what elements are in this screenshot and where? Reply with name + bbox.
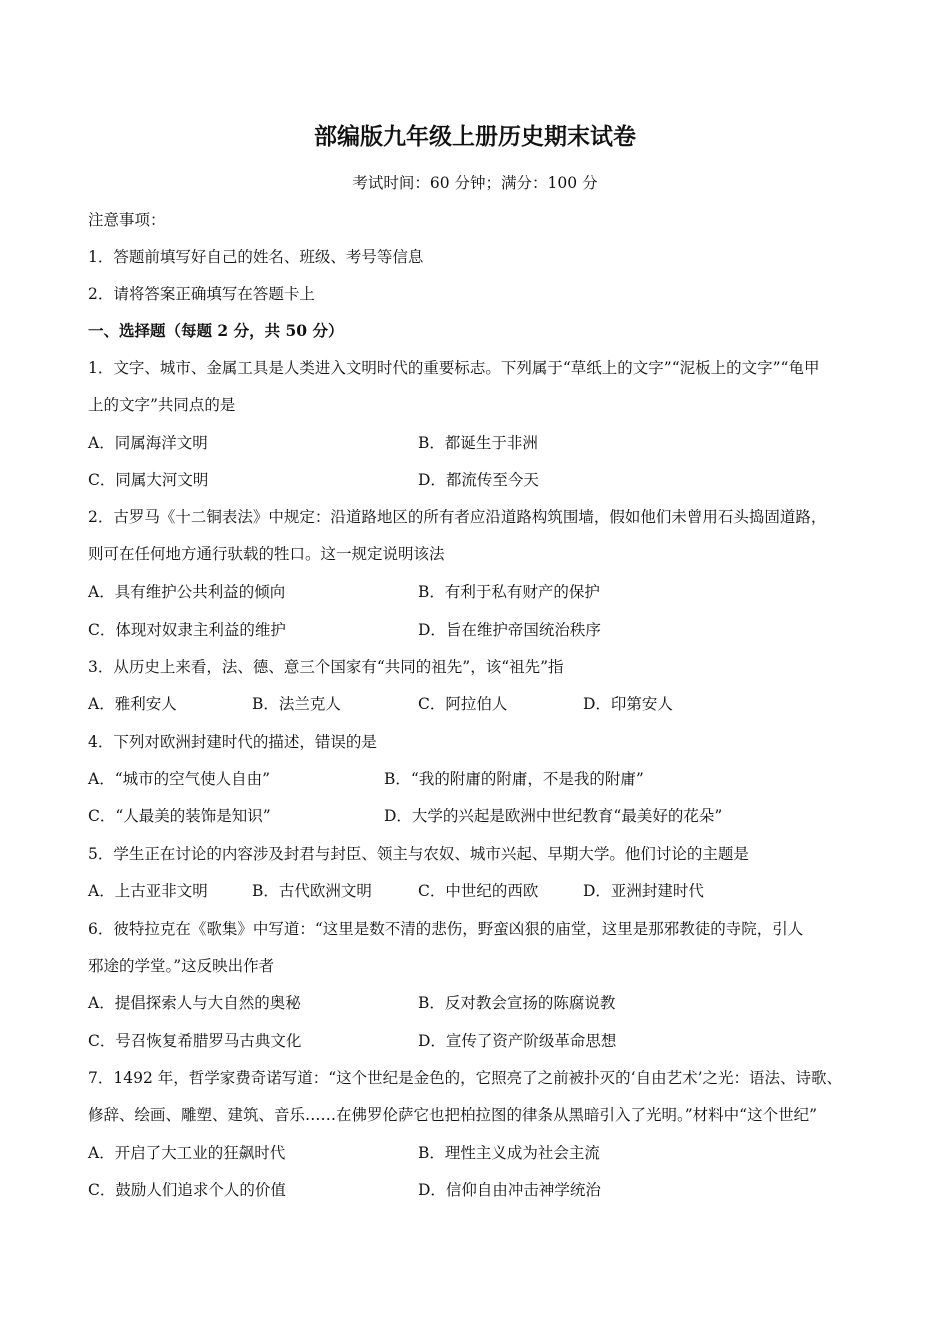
question-6-option-c: C．号召恢复希腊罗马古典文化: [88, 1032, 302, 1050]
question-2-option-c: C．体现对奴隶主利益的维护: [88, 621, 286, 639]
question-5-stem: 5．学生正在讨论的内容涉及封君与封臣、领主与农奴、城市兴起、早期大学。他们讨论的主题是: [88, 845, 749, 863]
question-1-option-c: C．同属大河文明: [88, 471, 209, 489]
question-6-option-d: D．宣传了资产阶级革命思想: [418, 1032, 617, 1050]
question-3-option-a: A．雅利安人: [88, 695, 177, 713]
question-6-stem: 6．彼特拉克在《歌集》中写道：“这里是数不清的悲伤，野蛮凶狠的庙堂，这里是那邪教徒的寺院，引人: [88, 920, 804, 938]
section-heading: 一、选择题（每题 2 分，共 50 分）: [88, 321, 344, 340]
question-7-option-d: D．信仰自由冲击神学统治: [418, 1181, 601, 1199]
question-1-option-d: D．都流传至今天: [418, 471, 539, 489]
question-2-stem: 则可在任何地方通行驮载的牲口。这一规定说明该法: [88, 545, 445, 563]
note-1: 1．答题前填写好自己的姓名、班级、考号等信息: [88, 248, 424, 266]
question-6-stem: 邪途的学堂。”这反映出作者: [88, 957, 275, 975]
question-2-option-a: A．具有维护公共利益的倾向: [88, 583, 286, 601]
question-4-option-b: B．“我的附庸的附庸，不是我的附庸”: [384, 770, 644, 788]
question-5-option-c: C．中世纪的西欧: [418, 882, 539, 900]
question-7-option-b: B．理性主义成为社会主流: [418, 1144, 600, 1162]
question-7-option-c: C．鼓励人们追求个人的价值: [88, 1181, 286, 1199]
question-2-stem: 2．古罗马《十二铜表法》中规定：沿道路地区的所有者应沿道路构筑围墙，假如他们未曾用石头捣固道路，: [88, 508, 827, 526]
note-2: 2．请将答案正确填写在答题卡上: [88, 285, 315, 303]
question-7-option-a: A．开启了大工业的狂飙时代: [88, 1144, 286, 1162]
exam-info: 考试时间：60 分钟；满分：100 分: [352, 174, 598, 192]
question-1-stem: 1．文字、城市、金属工具是人类进入文明时代的重要标志。下列属于“草纸上的文字”“泥板上的文字”“龟甲: [88, 359, 820, 377]
question-4-option-a: A．“城市的空气使人自由”: [88, 770, 271, 788]
question-7-stem: 修辞、绘画、雕塑、建筑、音乐……在佛罗伦萨它也把柏拉图的律条从黑暗引入了光明。”材料中“这个世纪”: [88, 1106, 818, 1124]
question-7-stem: 7．1492 年，哲学家费奇诺写道：“这个世纪是金色的，它照亮了之前被扑灭的‘自由艺术’之光：语法、诗歌、: [88, 1069, 843, 1087]
question-3-option-d: D．印第安人: [583, 695, 673, 713]
page-title: 部编版九年级上册历史期末试卷: [314, 123, 636, 150]
question-3-option-c: C．阿拉伯人: [418, 695, 508, 713]
question-5-option-d: D．亚洲封建时代: [583, 882, 704, 900]
question-3-stem: 3．从历史上来看，法、德、意三个国家有“共同的祖先”，该“祖先”指: [88, 658, 564, 676]
question-1-option-b: B．都诞生于非洲: [418, 434, 538, 452]
notes-heading: 注意事项：: [88, 211, 166, 229]
question-1-option-a: A．同属海洋文明: [88, 434, 208, 452]
question-4-option-d: D．大学的兴起是欧洲中世纪教育“最美好的花朵”: [384, 807, 723, 825]
question-5-option-b: B．古代欧洲文明: [252, 882, 372, 900]
question-2-option-b: B．有利于私有财产的保护: [418, 583, 600, 601]
question-4-option-c: C．“人最美的装饰是知识”: [88, 807, 271, 825]
question-2-option-d: D．旨在维护帝国统治秩序: [418, 621, 601, 639]
question-6-option-b: B．反对教会宣扬的陈腐说教: [418, 994, 616, 1012]
question-4-stem: 4．下列对欧洲封建时代的描述，错误的是: [88, 733, 377, 751]
question-1-stem: 上的文字”共同点的是: [88, 396, 236, 414]
question-3-option-b: B．法兰克人: [252, 695, 341, 713]
question-6-option-a: A．提倡探索人与大自然的奥秘: [88, 994, 301, 1012]
question-5-option-a: A．上古亚非文明: [88, 882, 208, 900]
